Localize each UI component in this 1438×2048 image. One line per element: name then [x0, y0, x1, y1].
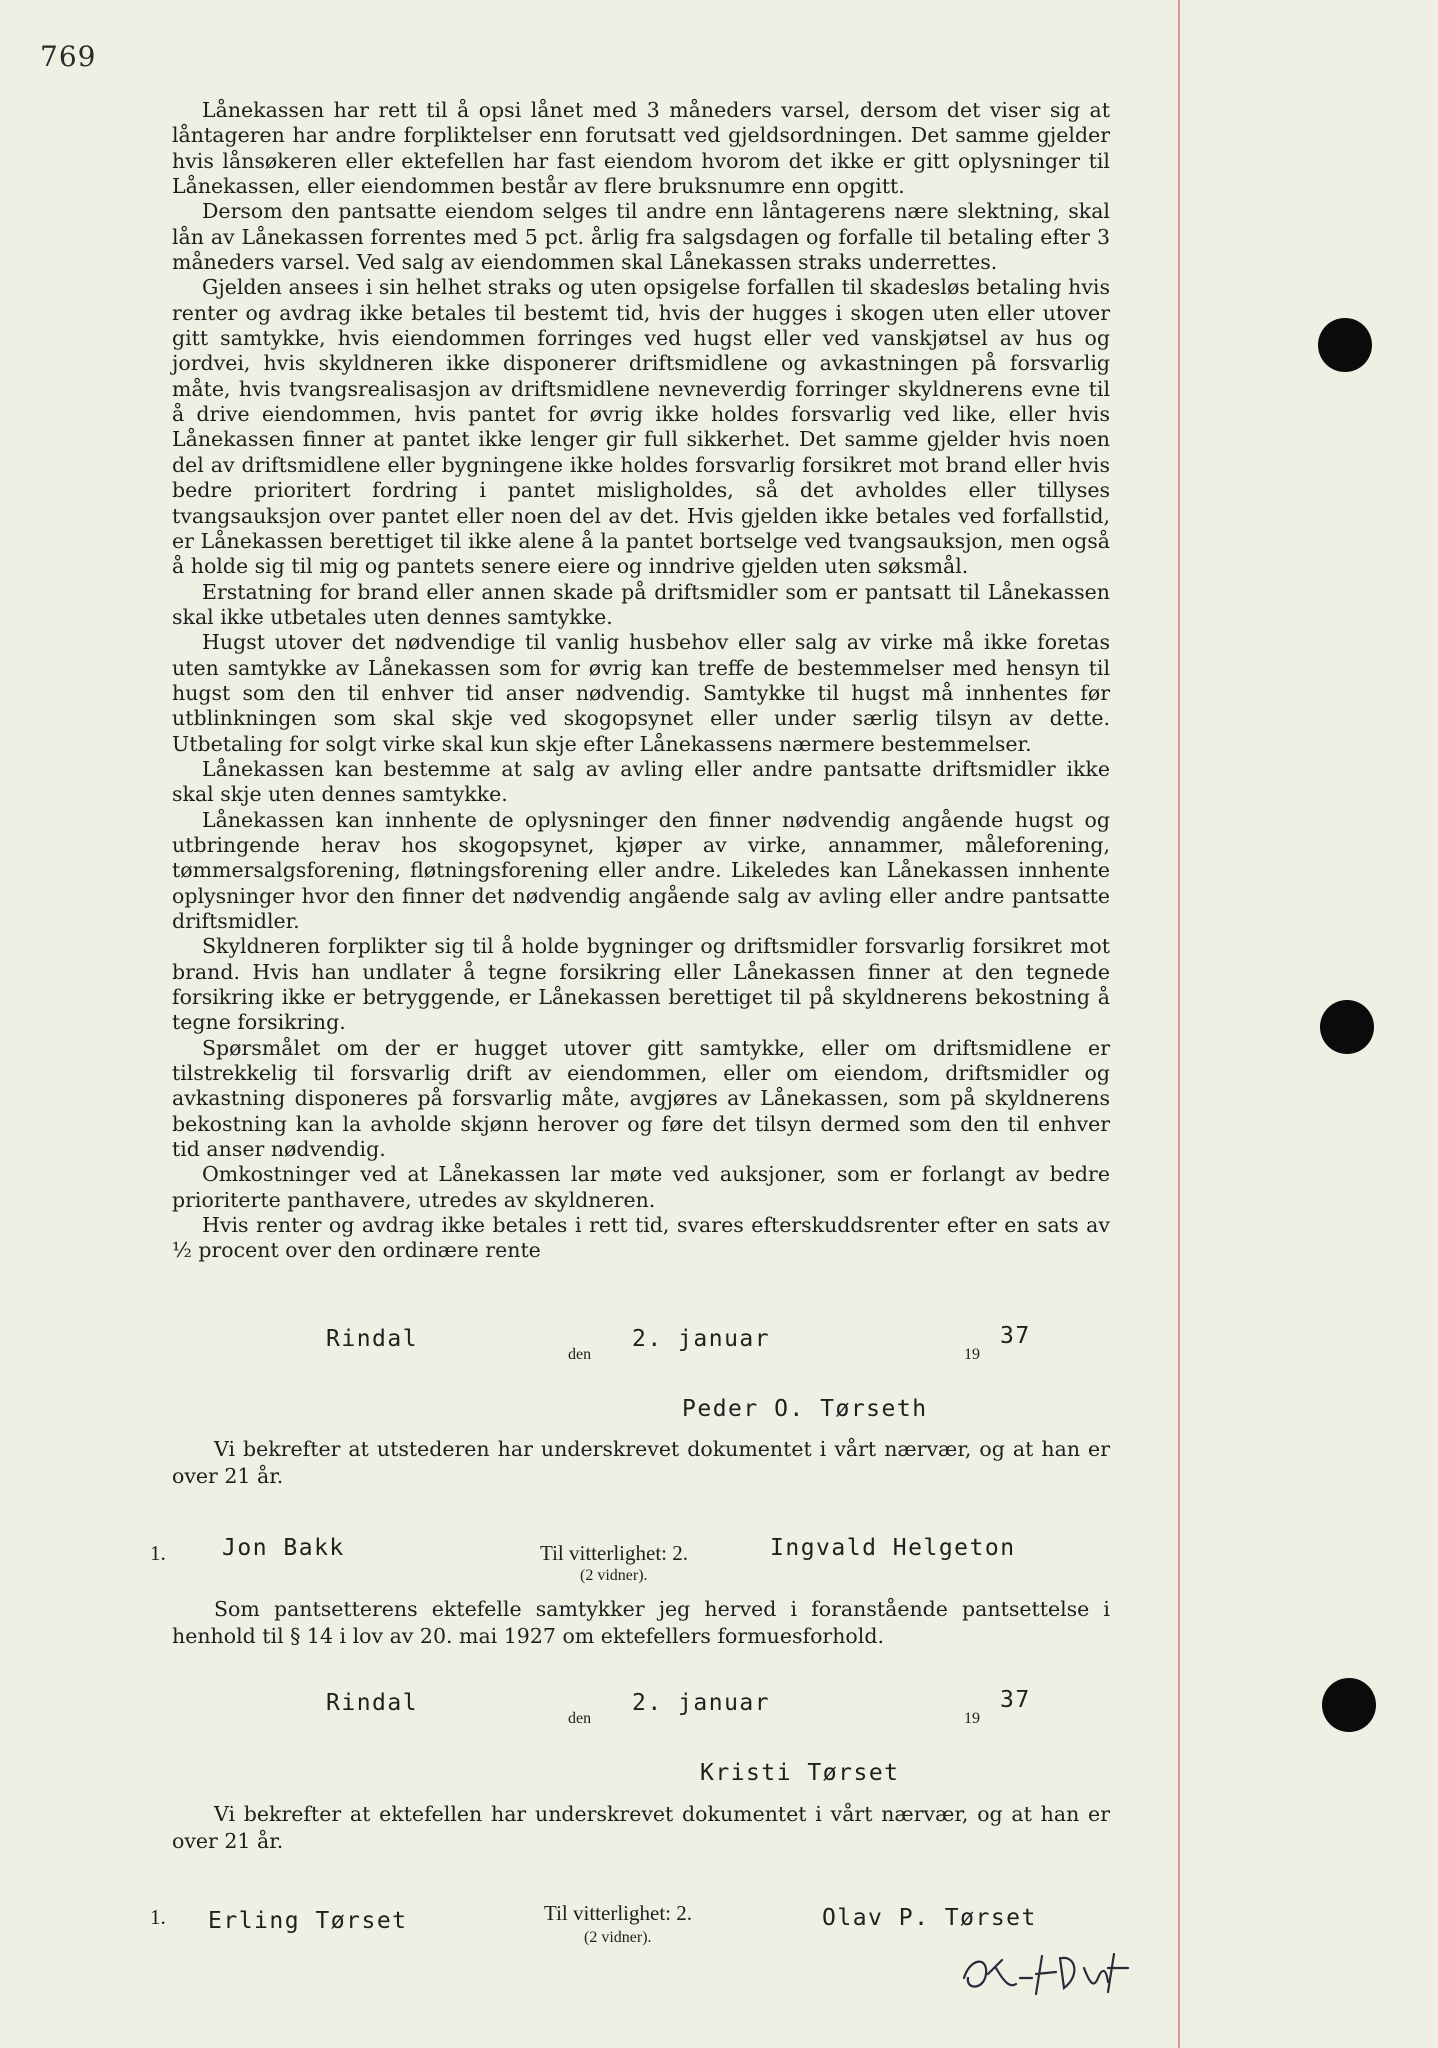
date: 2. januar — [632, 1326, 771, 1352]
witness-2: Olav P. Tørset — [822, 1905, 1037, 1931]
paragraph: Lånekassen kan innhente de oplysninger den finner nødvendig angående hugst og utbringende herav hos skogopsynet, kjøper av virke, annammer, måleforening, tømmersalgsforening, fløtningsforening eller andre. Likeledes kan Lånekassen innhente oplysninger hvor den finner det nødvendig angående salg av avling eller andre pantsatte driftsmidler. — [172, 807, 1110, 933]
paragraph: Lånekassen har rett til å opsi lånet med 3 måneders varsel, dersom det viser sig at låntageren har andre forpliktelser enn forutsatt ved gjeldsordningen. Det samme gjelder hvis lånsøkeren eller ektefellen har fast eiendom hvorom det ikke er gitt oplysninger til Lånekassen, eller eiendommen består av flere bruksnumre enn opgitt. — [172, 98, 1110, 199]
witness-1-number: 1. — [150, 1905, 166, 1929]
punch-hole — [1320, 1000, 1374, 1054]
witness-label: Til vitterlighet: 2. — [544, 1901, 692, 1925]
witness-1: Jon Bakk — [222, 1535, 345, 1561]
den-label: den — [568, 1346, 592, 1363]
year-prefix: 19 — [964, 1710, 980, 1727]
signer-name: Kristi Tørset — [700, 1760, 900, 1786]
paragraph: Omkostninger ved at Lånekassen lar møte ved auksjoner, som er forlangt av bedre prioriterte panthavere, utredes av skyldneren. — [172, 1162, 1110, 1212]
paragraph: Erstatning for brand eller annen skade på driftsmidler som er pantsatt til Lånekassen skal ikke utbetales uten dennes samtykke. — [172, 579, 1110, 629]
punch-hole — [1318, 318, 1372, 372]
consent — [172, 1596, 1110, 1650]
year-suffix: 37 — [1000, 1323, 1031, 1349]
witness-label: Til vitterlighet: 2. — [540, 1541, 688, 1565]
witness-2: Ingvald Helgeton — [770, 1535, 1016, 1561]
date: 2. januar — [632, 1690, 771, 1716]
paragraph: Gjelden ansees i sin helhet straks og uten opsigelse forfallen til skadesløs betaling hvis renter og avdrag ikke betales til bestemt tid, hvis der hugges i skogen uten eller utover gitt samtykke, hvis eiendommen forringes ved hugst eller ved vanskjøtsel av hus og jordvei, hvis skyldneren ikke disponerer driftsmidlene og avkastningen på forsvarlig måte, hvis tvangsrealisasjon av driftsmidlene nevneverdig forringer skyldnerens evne til å drive eiendommen, hvis pantet for øvrig ikke holdes forsvarlig ved like, eller hvis Lånekassen finner at pantet ikke lenger gir full sikkerhet. Det samme gjelder hvis noen del av driftsmidlene eller bygningene ikke holdes forsvarlig forsikret mot brand eller hvis bedre prioritert fordring i pantet misligholdes, så det avholdes eller tillyses tvangsauksjon over pantet eller noen del av det. Hvis gjelden ikke betales ved forfallstid, er Lånekassen berettiget til ikke alene å la pantet bortselge ved tvangsauksjon, men også å holde sig til mig og pantets senere eiere og inndrive gjelden uten søksmål. — [172, 275, 1110, 579]
margin-rule — [1178, 0, 1180, 2048]
year-suffix: 37 — [1000, 1687, 1031, 1713]
place: Rindal — [326, 1326, 419, 1352]
body-text — [172, 98, 1110, 1264]
year-prefix: 19 — [964, 1346, 980, 1363]
witness-note: (2 vidner). — [580, 1567, 648, 1584]
attestation-text: Vi bekrefter at utstederen har underskrevet dokumentet i vårt nærvær, og at han er over 21 år. — [172, 1437, 1110, 1488]
witness-1-number: 1. — [150, 1541, 166, 1565]
paragraph: Dersom den pantsatte eiendom selges til andre enn låntagerens nære slektning, skal lån av Lånekassen forrentes med 5 pct. årlig fra salgsdagen og forfalle til betaling efter 3 måneders varsel. Ved salg av eiendommen skal Lånekassen straks underrettes. — [172, 199, 1110, 275]
paragraph: Hugst utover det nødvendige til vanlig husbehov eller salg av virke må ikke foretas uten samtykke av Lånekassen som for øvrig kan treffe de bestemmelser med hensyn til hugst som den til enhver tid anser nødvendig. Samtykke til hugst må innhentes før utblinkningen som skal skje ved skogopsynet eller under særlig tilsyn av dette. Utbetaling for solgt virke skal kun skje efter Lånekassens nærmere bestemmelser. — [172, 630, 1110, 756]
attestation — [172, 1436, 1110, 1490]
paragraph: Skyldneren forplikter sig til å holde bygninger og driftsmidler forsvarlig forsikret mot brand. Hvis han undlater å tegne forsikring eller Lånekassen finner at den tegnede forsikring ikke er betryggende, er Lånekassen berettiget til på skyldnerens bekostning å tegne forsikring. — [172, 934, 1110, 1035]
page-number: 769 — [40, 40, 97, 73]
paragraph: Spørsmålet om der er hugget utover gitt samtykke, eller om driftsmidlene er tilstrekkelig til forsvarlig drift av eiendommen, eller om eiendom, driftsmidler og avkastning disponeres på forsvarlig måte, avgjøres av Lånekassen, som på skyldnerens bekostning kan la avholde skjønn herover og føre det tilsyn dermed som den til enhver tid anser nødvendig. — [172, 1035, 1110, 1162]
punch-hole — [1322, 1678, 1376, 1732]
attestation — [172, 1801, 1110, 1855]
signer-name: Peder O. Tørseth — [682, 1396, 928, 1422]
paragraph: Lånekassen kan bestemme at salg av avling eller andre pantsatte driftsmidler ikke skal skje uten dennes samtykke. — [172, 756, 1110, 807]
consent-text: Som pantsetterens ektefelle samtykker jeg herved i foranstående pantsettelse i henhold til § 14 i lov av 20. mai 1927 om ektefellers formuesforhold. — [172, 1597, 1110, 1648]
paragraph: Hvis renter og avdrag ikke betales i rett tid, svares efterskuddsrenter efter en sats av ½ procent over den ordinære rente — [172, 1213, 1110, 1263]
den-label: den — [568, 1710, 592, 1727]
witness-1: Erling Tørset — [208, 1908, 408, 1934]
attestation-text: Vi bekrefter at ektefellen har underskrevet dokumentet i vårt nærvær, og at han er over 21 år. — [172, 1802, 1110, 1853]
handwritten-initials — [958, 1938, 1148, 2008]
witness-note: (2 vidner). — [584, 1929, 652, 1946]
place: Rindal — [326, 1690, 419, 1716]
